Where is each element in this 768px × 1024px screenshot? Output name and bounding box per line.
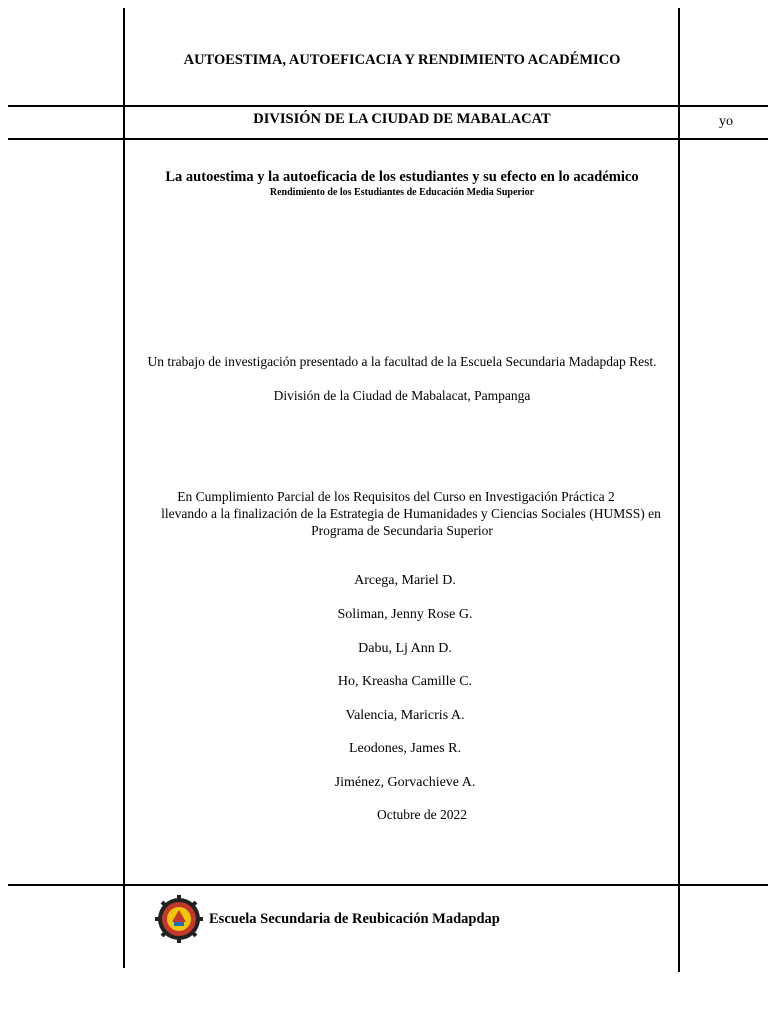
presented-line: Un trabajo de investigación presentado a la facultad de la Escuela Secundaria Madapdap Rest. (147, 354, 657, 369)
fulfillment-line-2: llevando a la finalización de la Estrategia de Humanidades y Ciencias Sociales (HUMSS) en (161, 506, 661, 521)
document-date: Octubre de 2022 (377, 807, 467, 822)
running-header-title: AUTOESTIMA, AUTOEFICACIA Y RENDIMIENTO ACADÉMICO (183, 52, 621, 68)
header-rule-top (8, 105, 768, 107)
school-seal-icon (155, 895, 203, 943)
header-rule-bottom (8, 138, 768, 140)
author-name: Soliman, Jenny Rose G. (337, 607, 473, 622)
footer-school (155, 895, 500, 943)
fulfillment-line-1: En Cumplimiento Parcial de los Requisitos del Curso en Investigación Práctica 2 (177, 489, 615, 504)
location-line: División de la Ciudad de Mabalacat, Pampanga (273, 388, 531, 403)
author-name: Dabu, Lj Ann D. (358, 641, 452, 656)
document-title: La autoestima y la autoeficacia de los estudiantes y su efecto en lo académico (165, 169, 639, 185)
author-name: Leodones, James R. (349, 741, 461, 756)
author-name: Jiménez, Gorvachieve A. (334, 775, 476, 790)
author-name: Ho, Kreasha Camille C. (337, 674, 473, 689)
page-number: yo (719, 114, 733, 129)
document-subtitle: Rendimiento de los Estudiantes de Educación Media Superior (269, 187, 535, 198)
division-header: DIVISIÓN DE LA CIUDAD DE MABALACAT (253, 111, 551, 127)
author-name: Valencia, Maricris A. (345, 708, 465, 723)
author-name: Arcega, Mariel D. (354, 573, 456, 588)
footer-rule (8, 884, 768, 886)
school-name: Escuela Secundaria de Reubicación Madapdap (209, 910, 500, 927)
left-border-line (123, 8, 125, 968)
fulfillment-line-3: Programa de Secundaria Superior (311, 523, 493, 538)
